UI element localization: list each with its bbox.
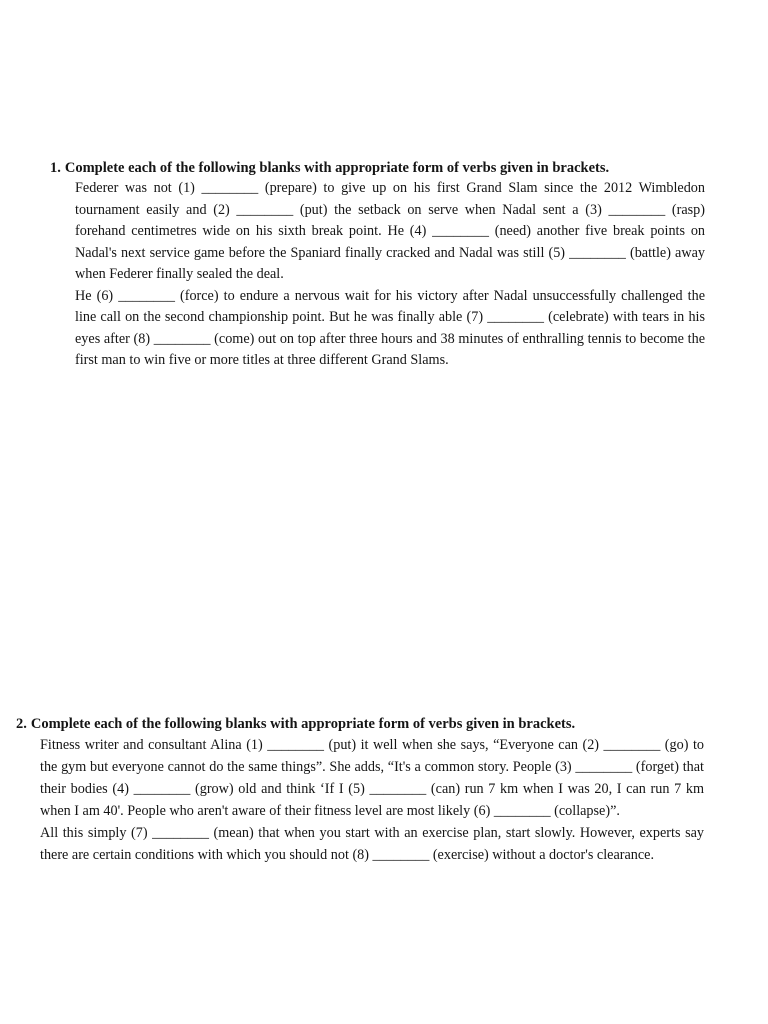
exercise-2-number: 2.: [16, 716, 27, 732]
exercise-2-instruction-text: Complete each of the following blanks with appropriate form of verbs given in brackets.: [30, 716, 576, 732]
exercise-1-number: 1.: [50, 160, 61, 176]
exercise-2-instruction: [16, 714, 708, 734]
exercise-2: [16, 714, 708, 866]
exercise-1-instruction: [50, 158, 710, 178]
exercise-1-passage: [75, 178, 705, 372]
exercise-1-paragraph-2: He (6) ________ (force) to endure a nervous wait for his victory after Nadal unsuccessfully challenged the line call on the second championship point. But he was finally able (7) ________ (celebrate) with tears in his eyes after (8) ________ (come) out on top after three hours and 38 minutes of enthralling tennis to become the first man to win five or more titles at three different Grand Slams.: [75, 287, 705, 368]
exercise-1-paragraph-1: Federer was not (1) ________ (prepare) to give up on his first Grand Slam since the 2012 Wimbledon tournament easily and (2) ________ (put) the setback on serve when Nadal sent a (3) ________ (rasp) forehand centimetres wide on his sixth break point. He (4) ________ (need) another five break points on Nadal's next service game before the Spaniard finally cracked and Nadal was still (5) ________ (battle) away when Federer finally sealed the deal.: [75, 180, 705, 282]
exercise-1-instruction-text: Complete each of the following blanks with appropriate form of verbs given in brackets.: [64, 160, 610, 176]
exercise-2-paragraph-2: All this simply (7) ________ (mean) that when you start with an exercise plan, start slowly. However, experts say there are certain conditions with which you should not (8) ________ (exercise) without a doctor's clearance.: [40, 825, 704, 863]
exercise-2-passage: [40, 734, 704, 866]
exercise-1: [50, 158, 710, 372]
exercise-2-paragraph-1: Fitness writer and consultant Alina (1) ________ (put) it well when she says, “Everyone can (2) ________ (go) to the gym but everyone cannot do the same things”. She adds, “It's a common story. People (3) ________ (forget) that their bodies (4) ________ (grow) old and think ‘If I (5) ________ (can) run 7 km when I was 20, I can run 7 km when I am 40'. People who aren't aware of their fitness level are most likely (6) ________ (collapse)”.: [40, 737, 704, 819]
